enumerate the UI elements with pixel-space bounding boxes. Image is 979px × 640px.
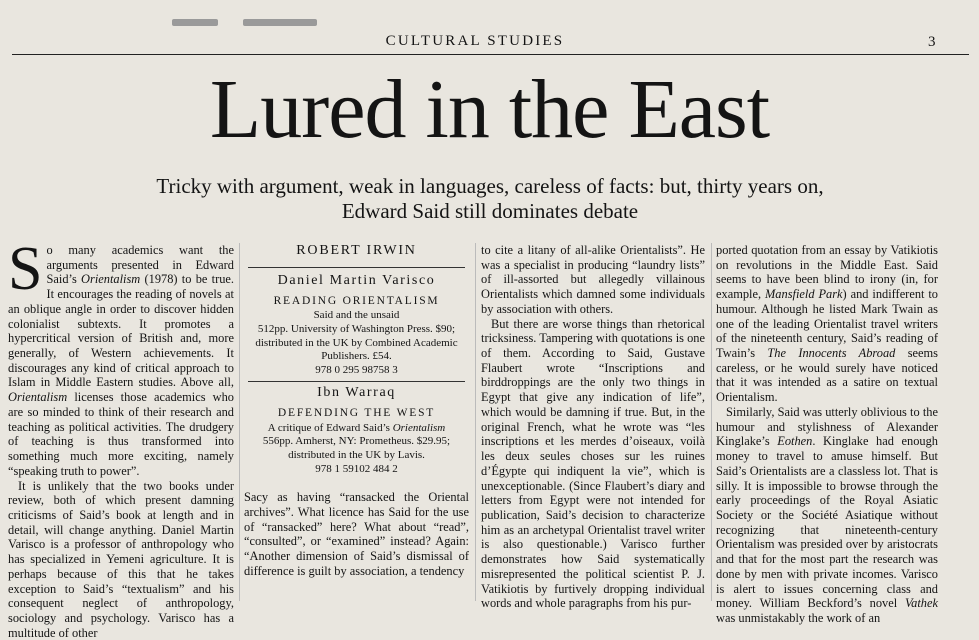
masthead-smudge (243, 19, 317, 26)
text-run: ) and indifferent to humour. Although he listed Mark Twain as one of the leading Orientalist travel writers of the nineteenth century, Said’s reading of Twain’s (716, 287, 938, 360)
book-distribution: distributed in the UK by Lavis. (244, 449, 469, 463)
article-column-4 (716, 243, 938, 626)
drop-cap: S (8, 245, 42, 293)
header-rule (12, 54, 969, 55)
text-run: was unmistakably the work of an (716, 611, 880, 625)
book-title-ref: Orientalism (393, 422, 446, 434)
standfirst (100, 174, 880, 224)
book-title-ref: Mansfield Park (765, 287, 843, 301)
text-run: Similarly, Said was utterly oblivious to the humour and stylishness of Alexander Kinglake’s (716, 405, 938, 448)
article-column-2 (244, 243, 469, 579)
text-run: licenses those academics who are so minded to think of their research and teaching as political activities. The drudgery of teaching is thus transformed into something much more exciting, namely “speaking truth to power”. (8, 390, 234, 478)
box-rule (248, 267, 465, 268)
article-column-3 (481, 243, 705, 611)
book-isbn: 978 0 295 98758 3 (244, 364, 469, 378)
running-head (0, 33, 979, 53)
column-rule (711, 243, 712, 601)
book-distribution: distributed in the UK by Combined Academic (244, 337, 469, 351)
paragraph: to cite a litany of all-alike Orientalists”. He was a specialist in producing “laundry lists” of ill-assorted but allegedly villainous Orientalists which damned some individuals by association with others. (481, 243, 705, 317)
book-title: READING ORIENTALISM (244, 294, 469, 309)
book-title-ref: Orientalism (8, 390, 67, 404)
text-run: seems careless, or he would surely have noticed that it was intended as a satire on textual Orientalism. (716, 346, 938, 404)
reviewer-byline: ROBERT IRWIN (244, 243, 469, 263)
standfirst-line-2: Edward Said still dominates debate (100, 199, 880, 224)
book-publisher-uk: Publishers. £54. (244, 350, 469, 364)
page-number: 3 (928, 34, 936, 51)
book-title-ref: The Innocents Abroad (767, 346, 895, 360)
paragraph (716, 243, 938, 405)
paragraph: But there are worse things than rhetorical tricksiness. Tampering with quotations is one of them. According to Said, Gustave Flaubert wrote “Inscriptions and birddroppings are the only two things in Egypt that give any indication of life”, which would be damning if true. But, in the original French, what he wrote was “les inscriptions et les merdes d’oiseaux, voilà les deux seules choses sur les ruines d’Égypte qui indiquent la vie”, which is unexceptionable. (Since Flaubert’s diary and letters from Egypt were not intended for publication, Said’s decision to characterize him as an archetypal Orientalist travel writer is also questionable.) Varisco further demonstrates how Said systematically misrepresented the political scientist P. J. Vatikiotis by furtively dropping individual words and whole paragraphs from his pur- (481, 317, 705, 611)
book-publisher: 512pp. University of Washington Press. $90; (244, 323, 469, 337)
book-title: DEFENDING THE WEST (244, 406, 469, 421)
headline: Lured in the East (0, 68, 979, 152)
book-title-ref: Orientalism (81, 272, 140, 286)
text-run: (1978) to be true. It encourages the reading of novels at an oblique angle in order to discover hidden colonialist subtexts. It promotes a hypercritical version of British and, more generally, of Western achievements. It discourages any kind of critical approach to Islam in Middle Eastern studies. Above all, (8, 272, 234, 389)
paragraph (716, 405, 938, 626)
article-column-1 (8, 243, 234, 640)
column-rule (239, 243, 240, 601)
book-author: Daniel Martin Varisco (244, 274, 469, 289)
section-title: CULTURAL STUDIES (300, 33, 650, 50)
book-title-ref: Eothen (777, 434, 812, 448)
paragraph: Sacy as having “ransacked the Oriental archives”. What licence has Said for the use of “ransacked” here? What about “read”, “consulted”, or “examined” instead? Again: “Another dimension of Said’s dismissal of difference is guilt by association, a tendency (244, 490, 469, 578)
review-box (244, 243, 469, 476)
standfirst-line-1: Tricky with argument, weak in languages, careless of facts: but, thirty years on, (100, 174, 880, 199)
paragraph: It is unlikely that the two books under review, both of which present damning criticisms of Said’s book at length and in detail, will change anything. Daniel Martin Varisco is a professor of anthropology who has specialized in Yemeni agriculture. It is perhaps because of this that he takes exception to Said’s “textualism” and his consequent neglect of anthropology, sociology and psychology. Varisco has a multitude of other (8, 479, 234, 640)
text-run: o many academics want the arguments presented in Edward Said’s (46, 243, 234, 286)
box-rule (248, 381, 465, 382)
text-run: . Kinglake had enough money to travel to amuse himself. But Said’s Orientalists are a classless lot. That is silly. It is impossible to browse through the early proceedings of the Royal Asiatic Society or the Société Asiatique without recognizing that nineteenth-century Orientalism was presided over by aristocrats and that for the most part the research was done by men with private incomes. Varisco is alert to issues concerning class and money. William Beckford’s novel (716, 434, 938, 610)
book-subtitle: Said and the unsaid (244, 309, 469, 323)
book-author: Ibn Warraq (244, 386, 469, 401)
paragraph (8, 243, 234, 479)
book-publisher: 556pp. Amherst, NY: Prometheus. $29.95; (244, 435, 469, 449)
text-run: ported quotation from an essay by Vatikiotis on revolutions in the Middle East. Said seems to have been blind to irony (in, for example, (716, 243, 938, 301)
text-run: A critique of Edward Said’s (268, 422, 393, 434)
book-subtitle (244, 422, 469, 436)
book-isbn: 978 1 59102 484 2 (244, 463, 469, 477)
masthead-smudge (172, 19, 218, 26)
book-title-ref: Vathek (905, 596, 938, 610)
column-rule (475, 243, 476, 601)
